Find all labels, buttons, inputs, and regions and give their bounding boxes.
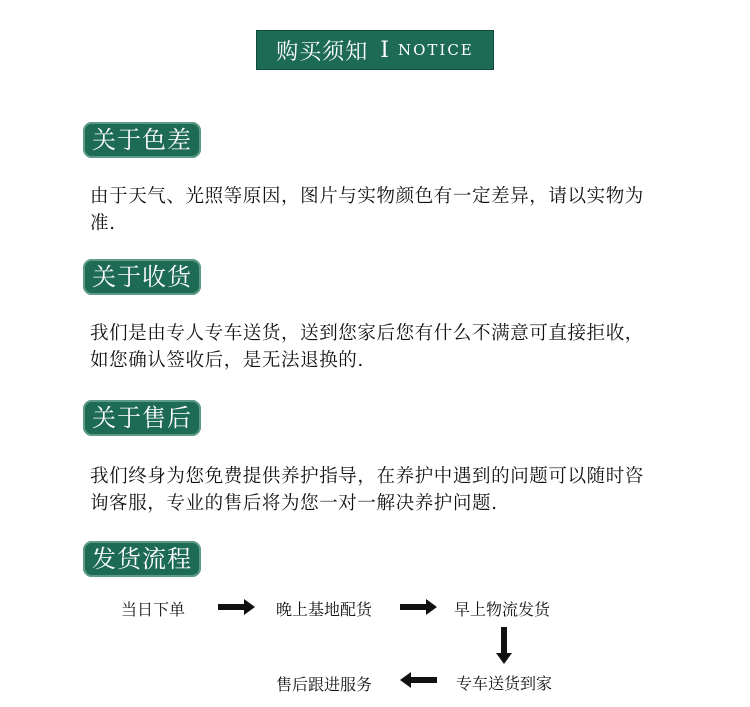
section-body-color-difference: 由于天气、光照等原因，图片与实物颜色有一定差异，请以实物为准. bbox=[90, 186, 644, 234]
section-body-receipt: 我们是由专人专车送货，送到您家后您有什么不满意可直接拒收，如您确认签收后，是无法退换的. bbox=[90, 323, 644, 371]
process-step-after-sales: 售后跟进服务 bbox=[276, 675, 373, 694]
process-step-deliver: 专车送货到家 bbox=[456, 674, 553, 693]
arrow-left-icon bbox=[400, 672, 438, 688]
banner-separator: I bbox=[380, 37, 389, 63]
process-step-ship: 早上物流发货 bbox=[454, 600, 551, 619]
section-heading-shipping-process: 发货流程 bbox=[83, 541, 201, 577]
banner-title: 购买须知 bbox=[276, 39, 369, 65]
section-heading-after-sales: 关于售后 bbox=[83, 400, 201, 436]
arrow-right-icon bbox=[400, 599, 438, 615]
process-step-prepare: 晚上基地配货 bbox=[276, 600, 373, 619]
arrow-right-icon bbox=[218, 599, 256, 615]
section-heading-receipt: 关于收货 bbox=[83, 259, 201, 295]
arrow-down-icon bbox=[496, 627, 512, 665]
section-body-after-sales: 我们终身为您免费提供养护指导，在养护中遇到的问题可以随时咨询客服，专业的售后将为您一对一解决养护问题. bbox=[90, 466, 644, 514]
section-heading-color-difference: 关于色差 bbox=[83, 122, 201, 158]
banner-subtitle: NOTICE bbox=[397, 41, 474, 59]
process-step-order: 当日下单 bbox=[121, 600, 186, 619]
notice-banner bbox=[256, 30, 494, 70]
